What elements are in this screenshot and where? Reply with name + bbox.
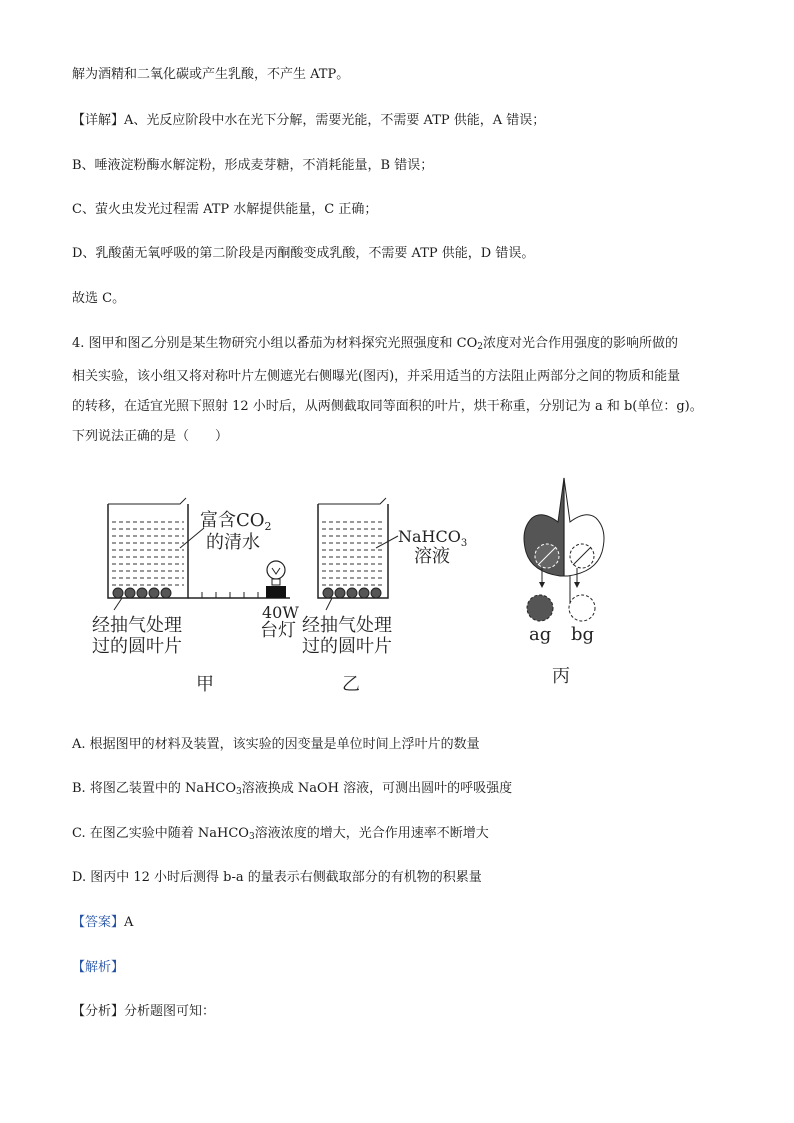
text-line-1: 解为酒精和二氧化碳或产生乳酸，不产生 ATP。	[72, 67, 350, 82]
detail-b: B、唾液淀粉酶水解淀粉，形成麦芽糖，不消耗能量，B 错误；	[72, 158, 434, 173]
question-line-3: 的转移，在适宜光照下照射 12 小时后，从两侧截取同等面积的叶片，烘干称重，分别记为 a 和 b(单位：g)。	[72, 399, 703, 414]
question-line-1	[72, 335, 678, 356]
answer-line	[72, 914, 133, 932]
yi-leaf-label-2: 过的圆叶片	[302, 636, 392, 657]
jia-leaf-label-2: 过的圆叶片	[92, 636, 182, 657]
question-text-1a: 4. 图甲和图乙分别是某生物研究小组以番茄为材料探究光照强度和 CO	[72, 336, 478, 351]
figure-yi	[302, 498, 467, 695]
yi-solution-label: 溶液	[414, 546, 450, 567]
choose-c: 故选 C。	[72, 291, 126, 306]
analysis-tag: 【解析】	[72, 960, 125, 975]
bing-b-label: bg	[571, 624, 595, 645]
svg-text:富含CO2	[200, 509, 272, 533]
question-line-4: 下列说法正确的是（ ）	[72, 429, 229, 444]
detail-tag: 【详解】	[72, 113, 125, 128]
jia-leaf-label-1: 经抽气处理	[92, 615, 182, 636]
figure-jia	[92, 498, 299, 695]
detail-a: A、光反应阶段中水在光下分解，需要光能，不需要 ATP 供能，A 错误；	[124, 113, 546, 128]
option-b	[72, 780, 512, 801]
question-sub: 2	[477, 342, 484, 352]
option-b-text-2: 溶液换成 NaOH 溶液，可测出圆叶的呼吸强度	[241, 781, 513, 796]
question-text-1b: 浓度对光合作用强度的影响所做的	[483, 336, 679, 351]
caption-bing: 丙	[552, 666, 570, 687]
option-a: A. 根据图甲的材料及装置，该实验的因变量是单位时间上浮叶片的数量	[72, 737, 480, 752]
caption-yi: 乙	[342, 674, 360, 695]
jia-water-label: 的清水	[206, 532, 260, 553]
experiment-figure	[80, 476, 640, 706]
detail-line	[72, 112, 545, 130]
option-b-sub: 3	[236, 787, 242, 797]
answer-value: A	[124, 915, 134, 930]
question-line-2: 相关实验，该小组又将对称叶片左侧遮光右侧曝光(图丙)，并采用适当的方法阻止两部分之间的物质和能量	[72, 369, 681, 384]
yi-nahco3-sub: 3	[460, 538, 468, 549]
fenxi-line	[72, 1003, 215, 1021]
bing-a-label: ag	[529, 624, 552, 645]
lamp-icon	[266, 561, 286, 598]
option-c	[72, 825, 489, 846]
detail-c: C、萤火虫发光过程需 ATP 水解提供能量，C 正确；	[72, 202, 378, 217]
jia-co2-label: 富含CO	[200, 510, 265, 531]
detail-d: D、乳酸菌无氧呼吸的第二阶段是丙酮酸变成乳酸，不需要 ATP 供能，D 错误。	[72, 246, 535, 261]
option-b-text-1: B. 将图乙装置中的 NaHCO	[72, 781, 237, 796]
lamp-label: 台灯	[260, 620, 296, 641]
option-c-sub: 3	[248, 832, 255, 842]
fenxi-tag: 【分析】	[72, 1004, 125, 1019]
option-c-text-1: C. 在图乙实验中随着 NaHCO	[72, 826, 249, 841]
yi-leaf-label-1: 经抽气处理	[302, 615, 392, 636]
yi-nahco3-label: NaHCO	[398, 527, 461, 546]
caption-jia: 甲	[196, 674, 214, 695]
option-c-text-2: 溶液浓度的增大，光合作用速率不断增大	[254, 826, 489, 841]
jia-co2-sub: 2	[264, 520, 272, 533]
lamp-power-label: 40W	[262, 603, 299, 622]
option-d: D. 图丙中 12 小时后测得 b-a 的量表示右侧截取部分的有机物的积累量	[72, 870, 482, 885]
figure-bing	[524, 478, 604, 687]
answer-tag: 【答案】	[72, 915, 125, 930]
fenxi-text: 分析题图可知：	[124, 1004, 216, 1019]
